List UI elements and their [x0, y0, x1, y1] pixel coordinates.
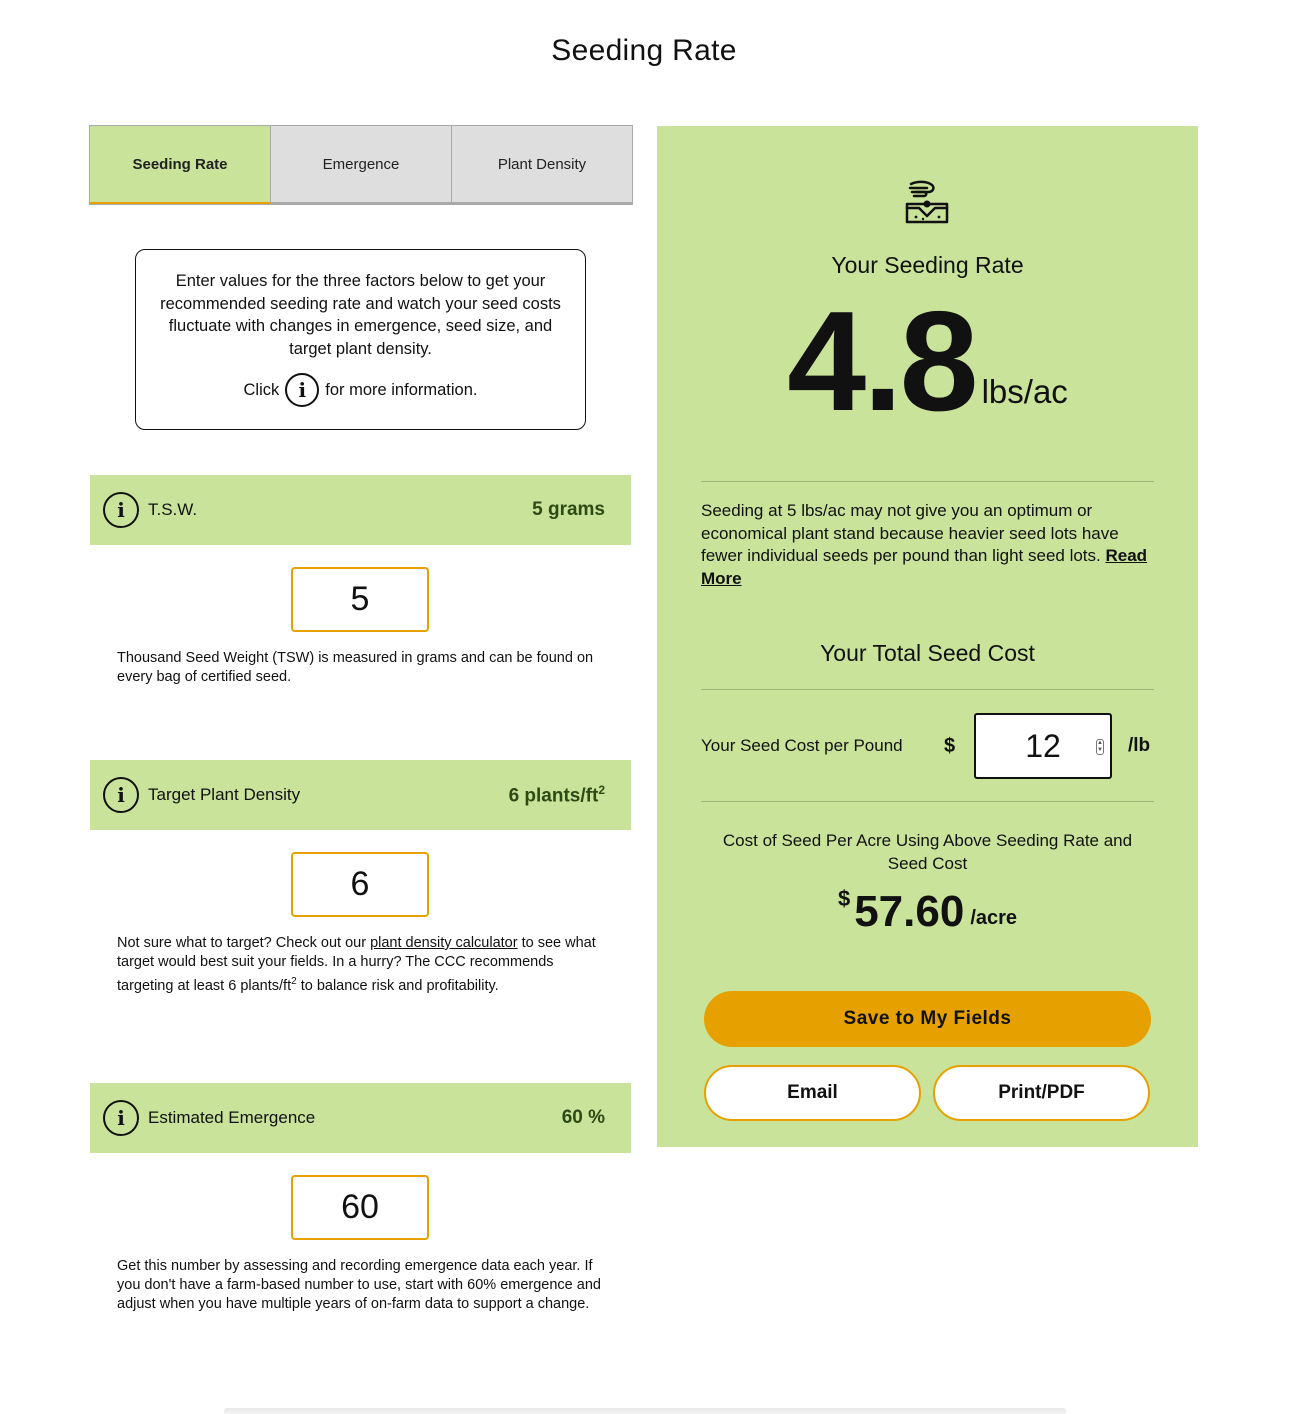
density-help-part3: to balance risk and profitability. [296, 977, 499, 994]
acre-currency-symbol: $ [837, 886, 851, 911]
cost-per-acre-unit: /acre [970, 907, 1018, 929]
number-spinner-icon[interactable]: ▲ ▼ [1097, 740, 1103, 753]
factor-bar-emergence [90, 1083, 631, 1153]
seeding-rate-title: Your Seeding Rate [831, 252, 1024, 278]
info-icon[interactable]: i [103, 777, 139, 813]
info-icon[interactable]: i [103, 492, 139, 528]
density-help-part1: Not sure what to target? Check out our [117, 935, 371, 951]
factor-value-emergence: 60 % [561, 1107, 605, 1128]
density-value-sup: 2 [598, 782, 605, 797]
tsw-input[interactable] [291, 567, 429, 632]
divider [701, 481, 1154, 482]
seed-cost-field [974, 713, 1112, 779]
seed-cost-row [701, 713, 1154, 779]
factor-label-tsw: T.S.W. [148, 500, 198, 519]
intro-click-hint [154, 373, 567, 407]
factor-bar-density [90, 760, 631, 830]
cost-per-acre-display [657, 886, 1198, 934]
factor-bar-tsw [90, 475, 631, 545]
density-help-text [117, 934, 609, 996]
email-button[interactable]: Email [704, 1065, 921, 1121]
density-value-text: 6 plants/ft [508, 785, 599, 807]
read-more-link[interactable]: Read More [701, 546, 1148, 588]
factor-value-tsw: 5 grams [532, 499, 605, 520]
cost-per-acre-value: 57.60 [854, 887, 965, 936]
seeding-rate-display [657, 282, 1198, 441]
rate-note-text: Seeding at 5 lbs/ac may not give you an optimum or economical plant stand because heavier seed lots have fewer individual seeds per pound than light seed lots. [701, 501, 1119, 565]
results-panel [657, 126, 1198, 1147]
currency-symbol: $ [944, 734, 956, 757]
page-footer-edge [224, 1408, 1066, 1414]
factor-label-density: Target Plant Density [148, 785, 301, 804]
divider [701, 801, 1154, 802]
tab-emergence[interactable]: Emergence [271, 126, 452, 204]
per-lb-unit: /lb [1128, 735, 1151, 756]
factor-value-density [509, 783, 605, 807]
factor-label-emergence: Estimated Emergence [148, 1108, 316, 1127]
intro-text: Enter values for the three factors below to get your recommended seeding rate and watch your seed costs fluctuate with changes in emergence, seed size, and target plant density. [160, 272, 561, 358]
emergence-input[interactable] [291, 1175, 429, 1240]
info-icon: i [285, 373, 319, 407]
tab-seeding-rate[interactable]: Seeding Rate [90, 126, 271, 204]
emergence-help-text: Get this number by assessing and recording emergence data each year. If you don't have a farm-based number to use, start with 60% emergence and adjust when you have multiple years of on-farm data to support a change. [117, 1258, 601, 1312]
page-title: Seeding Rate [551, 34, 737, 67]
seeding-hand-icon [903, 178, 951, 226]
density-input[interactable] [291, 852, 429, 917]
seed-cost-label: Your Seed Cost per Pound [701, 736, 903, 755]
tab-plant-density[interactable]: Plant Density [452, 126, 632, 204]
cost-per-acre-note: Cost of Seed Per Acre Using Above Seeding Rate and Seed Cost [722, 831, 1133, 873]
intro-click-prefix: Click [243, 380, 280, 399]
save-to-my-fields-button[interactable]: Save to My Fields [704, 991, 1151, 1047]
seed-cost-title: Your Total Seed Cost [820, 640, 1035, 666]
density-help-part2: to see what target would best suit your fields. In a hurry? The CCC recommends targeting at least 6 plants/ft [117, 935, 596, 994]
plant-density-calculator-link[interactable]: plant density calculator [370, 935, 518, 951]
tsw-help-text: Thousand Seed Weight (TSW) is measured in grams and can be found on every bag of certified seed. [117, 650, 594, 685]
divider [701, 689, 1154, 690]
seeding-rate-note [701, 500, 1154, 590]
seeding-rate-unit: lbs/ac [981, 373, 1068, 410]
calculator-tabs [89, 125, 633, 205]
density-help-sup: 2 [291, 976, 297, 987]
intro-click-suffix: for more information. [325, 380, 478, 399]
info-icon[interactable]: i [103, 1100, 139, 1136]
print-pdf-button[interactable]: Print/PDF [933, 1065, 1150, 1121]
seeding-rate-value: 4.8 [787, 282, 976, 441]
seed-cost-input[interactable] [976, 715, 1110, 777]
intro-box [135, 249, 586, 430]
